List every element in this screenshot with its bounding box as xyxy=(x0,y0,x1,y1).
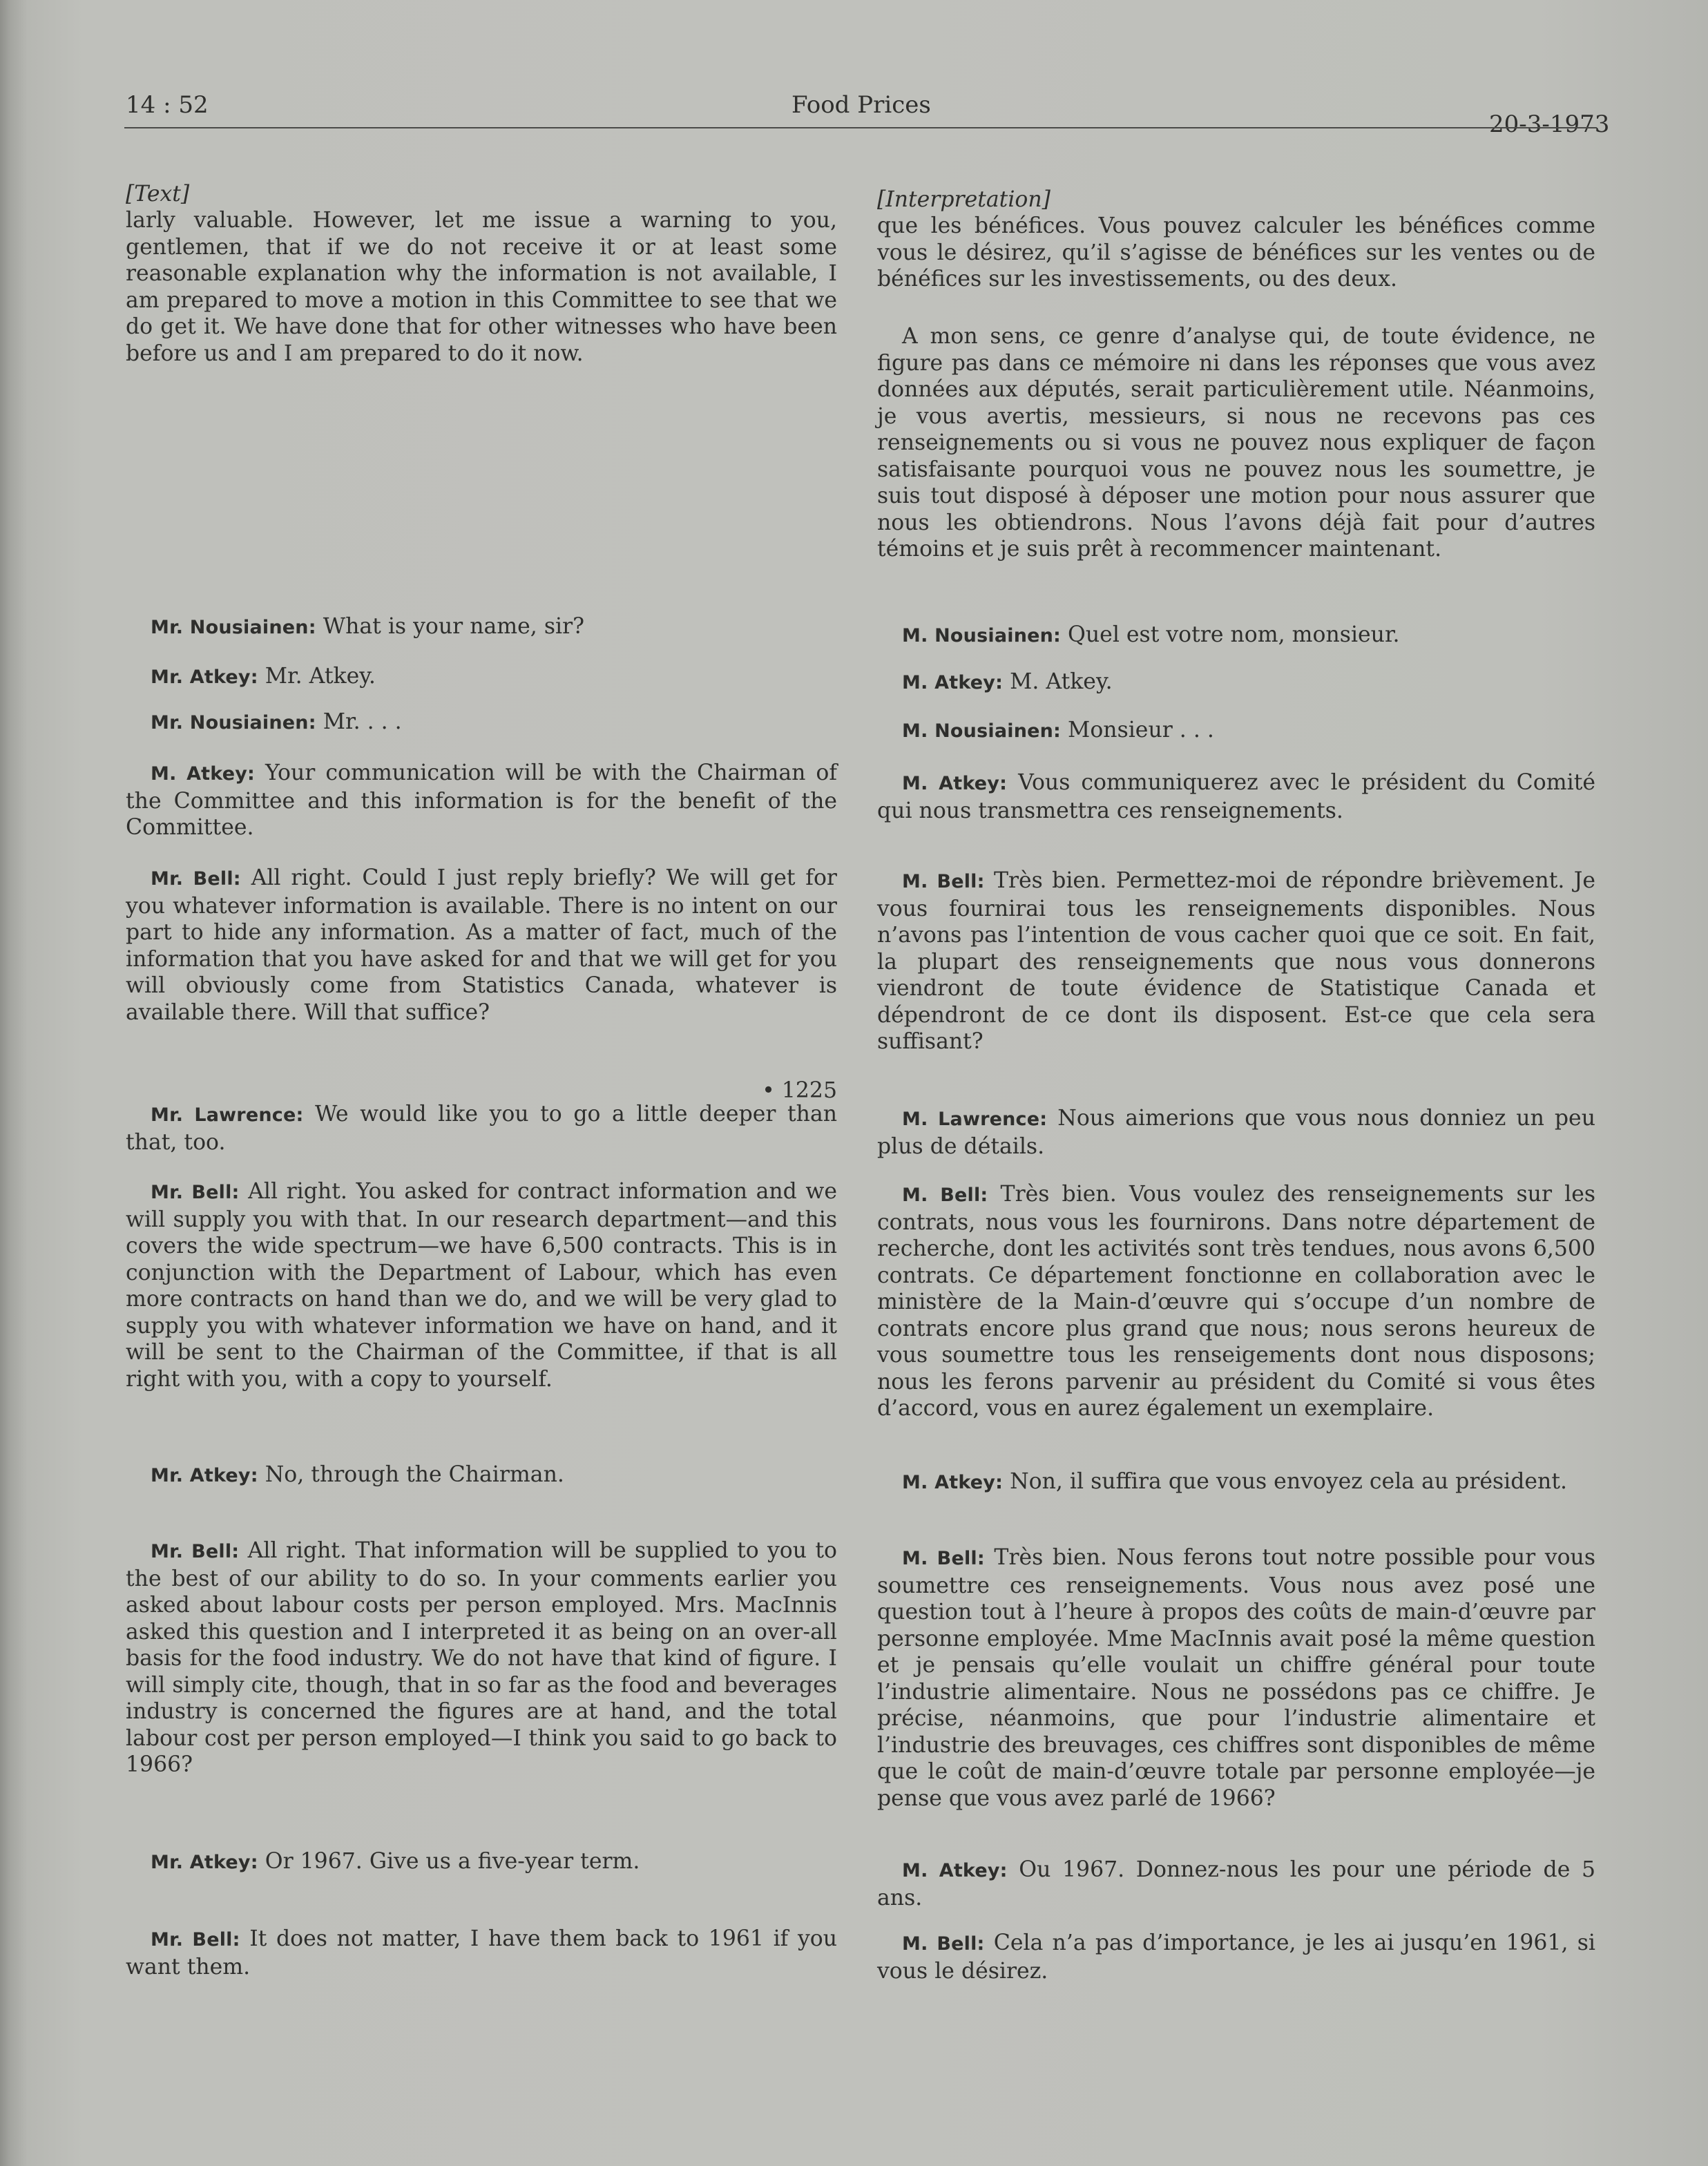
speaker-name: Mr. Bell: xyxy=(151,1929,240,1951)
speaker-name: M. Bell: xyxy=(902,871,985,892)
speech-paragraph xyxy=(126,1537,837,1779)
speech-text: Vous communiquerez avec le président du Comité qui nous transmettra ces renseignements. xyxy=(877,770,1595,823)
speech-paragraph xyxy=(126,1178,837,1392)
section-label: [Interpretation] xyxy=(877,187,1050,212)
speech-text: No, through the Chairman. xyxy=(258,1462,564,1487)
speech-text: Your communication will be with the Chairman of the Committee and this information is for the benefit of the Committee. xyxy=(126,760,837,840)
speech-text: Monsieur . . . xyxy=(1061,718,1214,742)
speech-paragraph xyxy=(877,1544,1595,1812)
speaker-name: Mr. Nousiainen: xyxy=(151,617,316,638)
speech-text: Non, il suffira que vous envoyez cela au président. xyxy=(1003,1469,1568,1494)
speech-paragraph xyxy=(877,1181,1595,1422)
speech-paragraph xyxy=(126,865,837,1026)
speaker-name: M. Atkey: xyxy=(151,763,256,785)
speech-paragraph xyxy=(877,717,1595,745)
speech-text: Mr. Atkey. xyxy=(258,664,376,689)
speech-paragraph xyxy=(126,709,837,737)
section-label: [Text] xyxy=(126,182,190,207)
speaker-name: M. Atkey: xyxy=(902,1860,1008,1881)
speech-paragraph xyxy=(126,1926,837,1980)
intro-paragraph: larly valuable. However, let me issue a warning to you, gentlemen, that if we do not receive it or at least some reasonable explanation why the information is not available, I am prepared to move a motion in this Committee to see that we do get it. We have done that for other witnesses who have been before us and I am prepared to do it now. xyxy=(126,208,837,366)
speech-paragraph xyxy=(877,868,1595,1055)
speaker-name: Mr. Nousiainen: xyxy=(151,712,316,734)
speaker-name: Mr. Atkey: xyxy=(151,667,258,688)
speech-text: We would like you to go a little deeper than that, too. xyxy=(126,1102,838,1155)
speech-text: What is your name, sir? xyxy=(316,614,585,639)
header-rule xyxy=(124,127,1597,128)
speech-paragraph xyxy=(877,1857,1595,1911)
speech-paragraph xyxy=(877,1930,1595,1984)
page-title: Food Prices xyxy=(791,91,931,119)
speech-paragraph xyxy=(877,622,1595,650)
speech-paragraph xyxy=(877,769,1595,824)
speaker-name: Mr. Atkey: xyxy=(151,1465,258,1486)
speech-text: Quel est votre nom, monsieur. xyxy=(1061,622,1400,647)
intro-paragraph: A mon sens, ce genre d’analyse qui, de toute évidence, ne figure pas dans ce mémoire ni dans les réponses que vous avez données aux députés, serait particulièrement utile. Néanmoins, je vous avertis, messieurs, si nous ne recevons pas ces renseignements ou si vous ne pouvez nous expliquer de façon satisfaisante pourquoi vous ne pouvez nous les soumettre, je suis tout disposé à déposer une motion pour nous assurer que nous les obtiendrons. Nous l’avons déjà fait pour d’autres témoins et je suis prêt à recommencer maintenant. xyxy=(877,324,1595,562)
speech-text: Très bien. Nous ferons tout notre possible pour vous soumettre ces renseignements. Vous nous avez posé une question tout à l’heure à propos des coûts de main-d’œuvre par personne employée. Mme MacInnis avait posé la même question et je pensais qu’elle voulait un chiffre général pour toute l’industrie alimentaire. Nous ne possédons pas ce chiffre. Je précise, néanmoins, que pour l’industrie alimentaire et l’industrie des breuvages, ces chiffres sont disponibles de même que le coût de main-d’œuvre totale par personne employée—je pense que vous avez parlé de 1966? xyxy=(877,1545,1595,1811)
speaker-name: M. Bell: xyxy=(902,1548,985,1569)
page-date: 20-3-1973 xyxy=(1489,111,1610,138)
speech-paragraph xyxy=(126,760,837,841)
intro-paragraph: que les bénéfices. Vous pouvez calculer les bénéfices comme vous le désirez, qu’il s’agisse de bénéfices sur les ventes ou de bénéfices sur les investissements, ou des deux. xyxy=(877,213,1595,291)
speaker-name: Mr. Bell: xyxy=(151,868,241,890)
speech-paragraph xyxy=(126,613,837,642)
speech-text: It does not matter, I have them back to 1961 if you want them. xyxy=(126,1926,837,1980)
speaker-name: Mr. Atkey: xyxy=(151,1852,258,1873)
speech-text: M. Atkey. xyxy=(1003,669,1113,694)
speaker-name: M. Nousiainen: xyxy=(902,720,1062,742)
speech-paragraph xyxy=(126,1461,837,1490)
speech-text: Très bien. Permettez-moi de répondre brièvement. Je vous fournirai tous les renseignements disponibles. Nous n’avons pas l’intention de vous cacher quoi que ce soit. En fait, la plupart des renseignements que nous vous donnerons viendront de toute évidence de Statistique Canada et dépendront de ce dont ils disposent. Est-ce que cela sera suffisant? xyxy=(877,868,1595,1054)
speaker-name: M. Nousiainen: xyxy=(902,625,1062,646)
speaker-name: Mr. Bell: xyxy=(151,1182,240,1203)
speech-text: Très bien. Vous voulez des renseignements sur les contrats, nous vous les fournirons. Dans notre département de recherche, dont les activités sont très tendues, nous avons 6,500 contrats. Ce département fonctionne en collaboration avec le ministère de la Main-d’œuvre qui s’occupe d’un nombre de contrats encore plus grand que nous; nous serons heureux de vous soumettre tous les renseigements dont nous disposons; nous les ferons parvenir au président du Comité si vous êtes d’accord, vous en aurez également un exemplaire. xyxy=(877,1182,1595,1421)
speech-text: Cela n’a pas d’importance, je les ai jusqu’en 1961, si vous le désirez. xyxy=(877,1930,1595,1984)
speech-paragraph xyxy=(126,1848,837,1877)
speech-text: Or 1967. Give us a five-year term. xyxy=(258,1849,640,1874)
speech-text: All right. Could I just reply briefly? We will get for you whatever information is available. There is no intent on our part to hide any information. As a matter of fact, much of the information that you have asked for and that we will get for you will obviously come from Statistics Canada, whatever is available there. Will that suffice? xyxy=(126,865,837,1025)
speaker-name: Mr. Lawrence: xyxy=(151,1104,304,1126)
speech-paragraph xyxy=(126,663,837,691)
speech-paragraph xyxy=(126,1101,837,1156)
speech-paragraph xyxy=(877,1105,1595,1160)
speaker-name: M. Lawrence: xyxy=(902,1109,1048,1130)
speech-text: Ou 1967. Donnez-nous les pour une période de 5 ans. xyxy=(877,1857,1595,1910)
speech-text: All right. You asked for contract information and we will supply you with that. In our research department—and this covers the wide spectrum—we have 6,500 contracts. This is in conjunction with the Department of Labour, which has even more contracts on hand than we do, and we will be very glad to supply you with whatever information we have on hand, and it will be sent to the Chairman of the Committee, if that is all right with you, with a copy to yourself. xyxy=(126,1179,837,1392)
speaker-name: M. Atkey: xyxy=(902,773,1008,794)
speech-paragraph xyxy=(877,669,1595,697)
speaker-name: M. Atkey: xyxy=(902,672,1004,693)
page-number: 14 : 52 xyxy=(126,91,209,119)
speaker-name: Mr. Bell: xyxy=(151,1541,240,1562)
time-mark: • 1225 xyxy=(762,1078,837,1103)
speech-text: Nous aimerions que vous nous donniez un peu plus de détails. xyxy=(877,1106,1595,1159)
speech-paragraph xyxy=(877,1468,1595,1497)
speech-text: Mr. . . . xyxy=(316,709,402,734)
speaker-name: M. Bell: xyxy=(902,1185,988,1206)
speaker-name: M. Bell: xyxy=(902,1933,985,1955)
speech-text: All right. That information will be supplied to you to the best of our ability to do so. In your comments earlier you asked about labour costs per person employed. Mrs. MacInnis asked this question and I interpreted it as being on an over-all basis for the food industry. We do not have that kind of figure. I will simply cite, though, that in so far as the food and beverages industry is concerned the figures are at hand, and the total labour cost per person employed—I think you said to go back to 1966? xyxy=(126,1538,837,1777)
speaker-name: M. Atkey: xyxy=(902,1472,1004,1493)
